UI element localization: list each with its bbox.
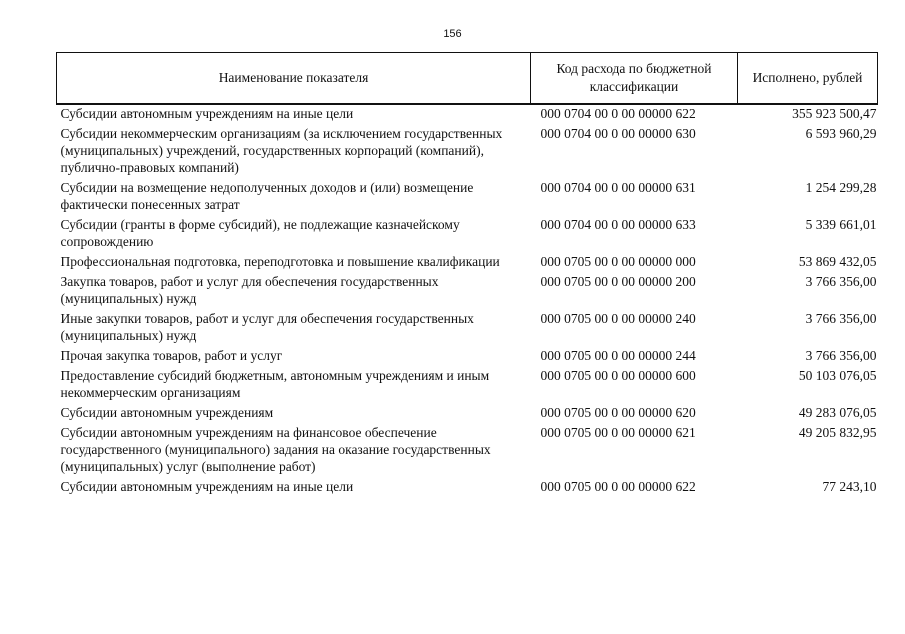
budget-code-cell: 000 0705 00 0 00 00000 622 — [540, 479, 696, 494]
amount-cell: 5 339 661,01 — [805, 217, 877, 232]
budget-code-cell: 000 0705 00 0 00 00000 620 — [540, 405, 696, 420]
budget-code-cell: 000 0704 00 0 00 00000 631 — [540, 180, 696, 195]
amount-cell: 77 243,10 — [822, 479, 877, 494]
budget-code-cell: 000 0704 00 0 00 00000 622 — [531, 104, 738, 125]
table-row — [57, 253, 878, 273]
budget-execution-table — [56, 52, 878, 498]
budget-code-cell: 000 0705 00 0 00 00000 600 — [540, 368, 696, 383]
indicator-name-cell: Субсидии (гранты в форме субсидий), не подлежащие казначейскому сопровождению — [60, 217, 460, 249]
table-row — [57, 216, 878, 253]
indicator-name-cell: Субсидии автономным учреждениям на финансовое обеспечение государственного (муниципального) задания на оказание государственных (муниципальных) услуг (выполнение работ) — [60, 425, 491, 474]
table-row — [57, 347, 878, 367]
budget-code-cell: 000 0705 00 0 00 00000 000 — [540, 254, 696, 269]
amount-cell: 53 869 432,05 — [798, 254, 877, 269]
table-body — [57, 104, 878, 498]
column-header-amount: Исполнено, рублей — [738, 53, 878, 105]
indicator-name-cell: Закупка товаров, работ и услуг для обеспечения государственных (муниципальных) нужд — [60, 274, 439, 306]
table-row — [57, 404, 878, 424]
amount-cell: 355 923 500,47 — [738, 104, 878, 125]
indicator-name-cell: Субсидии автономным учреждениям — [60, 405, 274, 420]
indicator-name-cell: Субсидии некоммерческим организациям (за исключением государственных (муниципальных) учреждений, государственных корпораций (компаний), публично-правовых компаний) — [60, 126, 503, 175]
table-header — [57, 53, 878, 105]
table-row — [57, 478, 878, 498]
budget-code-cell: 000 0704 00 0 00 00000 630 — [540, 126, 696, 141]
table-row — [57, 310, 878, 347]
amount-cell: 50 103 076,05 — [798, 368, 877, 383]
table-row — [57, 367, 878, 404]
amount-cell: 3 766 356,00 — [805, 311, 877, 326]
indicator-name-cell: Иные закупки товаров, работ и услуг для обеспечения государственных (муниципальных) нужд — [60, 311, 474, 343]
table-row — [57, 104, 878, 125]
indicator-name-cell: Профессиональная подготовка, переподготовка и повышение квалификации — [60, 254, 500, 269]
indicator-name-cell: Субсидии на возмещение недополученных доходов и (или) возмещение фактически понесенных затрат — [60, 180, 474, 212]
budget-code-cell: 000 0704 00 0 00 00000 633 — [540, 217, 696, 232]
amount-cell: 1 254 299,28 — [805, 180, 877, 195]
budget-code-cell: 000 0705 00 0 00 00000 244 — [540, 348, 696, 363]
indicator-name-cell: Прочая закупка товаров, работ и услуг — [60, 348, 283, 363]
table-row — [57, 424, 878, 478]
table-row — [57, 125, 878, 179]
indicator-name-cell: Субсидии автономным учреждениям на иные цели — [60, 479, 354, 494]
amount-cell: 3 766 356,00 — [805, 348, 877, 363]
budget-code-cell: 000 0705 00 0 00 00000 240 — [540, 311, 696, 326]
budget-code-cell: 000 0705 00 0 00 00000 621 — [540, 425, 696, 440]
amount-cell: 49 283 076,05 — [798, 405, 877, 420]
column-header-name: Наименование показателя — [57, 53, 531, 105]
page-number: 156 — [443, 28, 462, 40]
table-header-row — [57, 53, 878, 105]
amount-cell: 49 205 832,95 — [798, 425, 877, 440]
amount-cell: 6 593 960,29 — [805, 126, 877, 141]
indicator-name-cell: Субсидии автономным учреждениям на иные цели — [57, 104, 531, 125]
table-row — [57, 179, 878, 216]
amount-cell: 3 766 356,00 — [805, 274, 877, 289]
table-row — [57, 273, 878, 310]
column-header-code: Код расхода по бюджетной классификации — [531, 53, 738, 105]
indicator-name-cell: Предоставление субсидий бюджетным, автономным учреждениям и иным некоммерческим организациям — [60, 368, 490, 400]
budget-code-cell: 000 0705 00 0 00 00000 200 — [540, 274, 696, 289]
